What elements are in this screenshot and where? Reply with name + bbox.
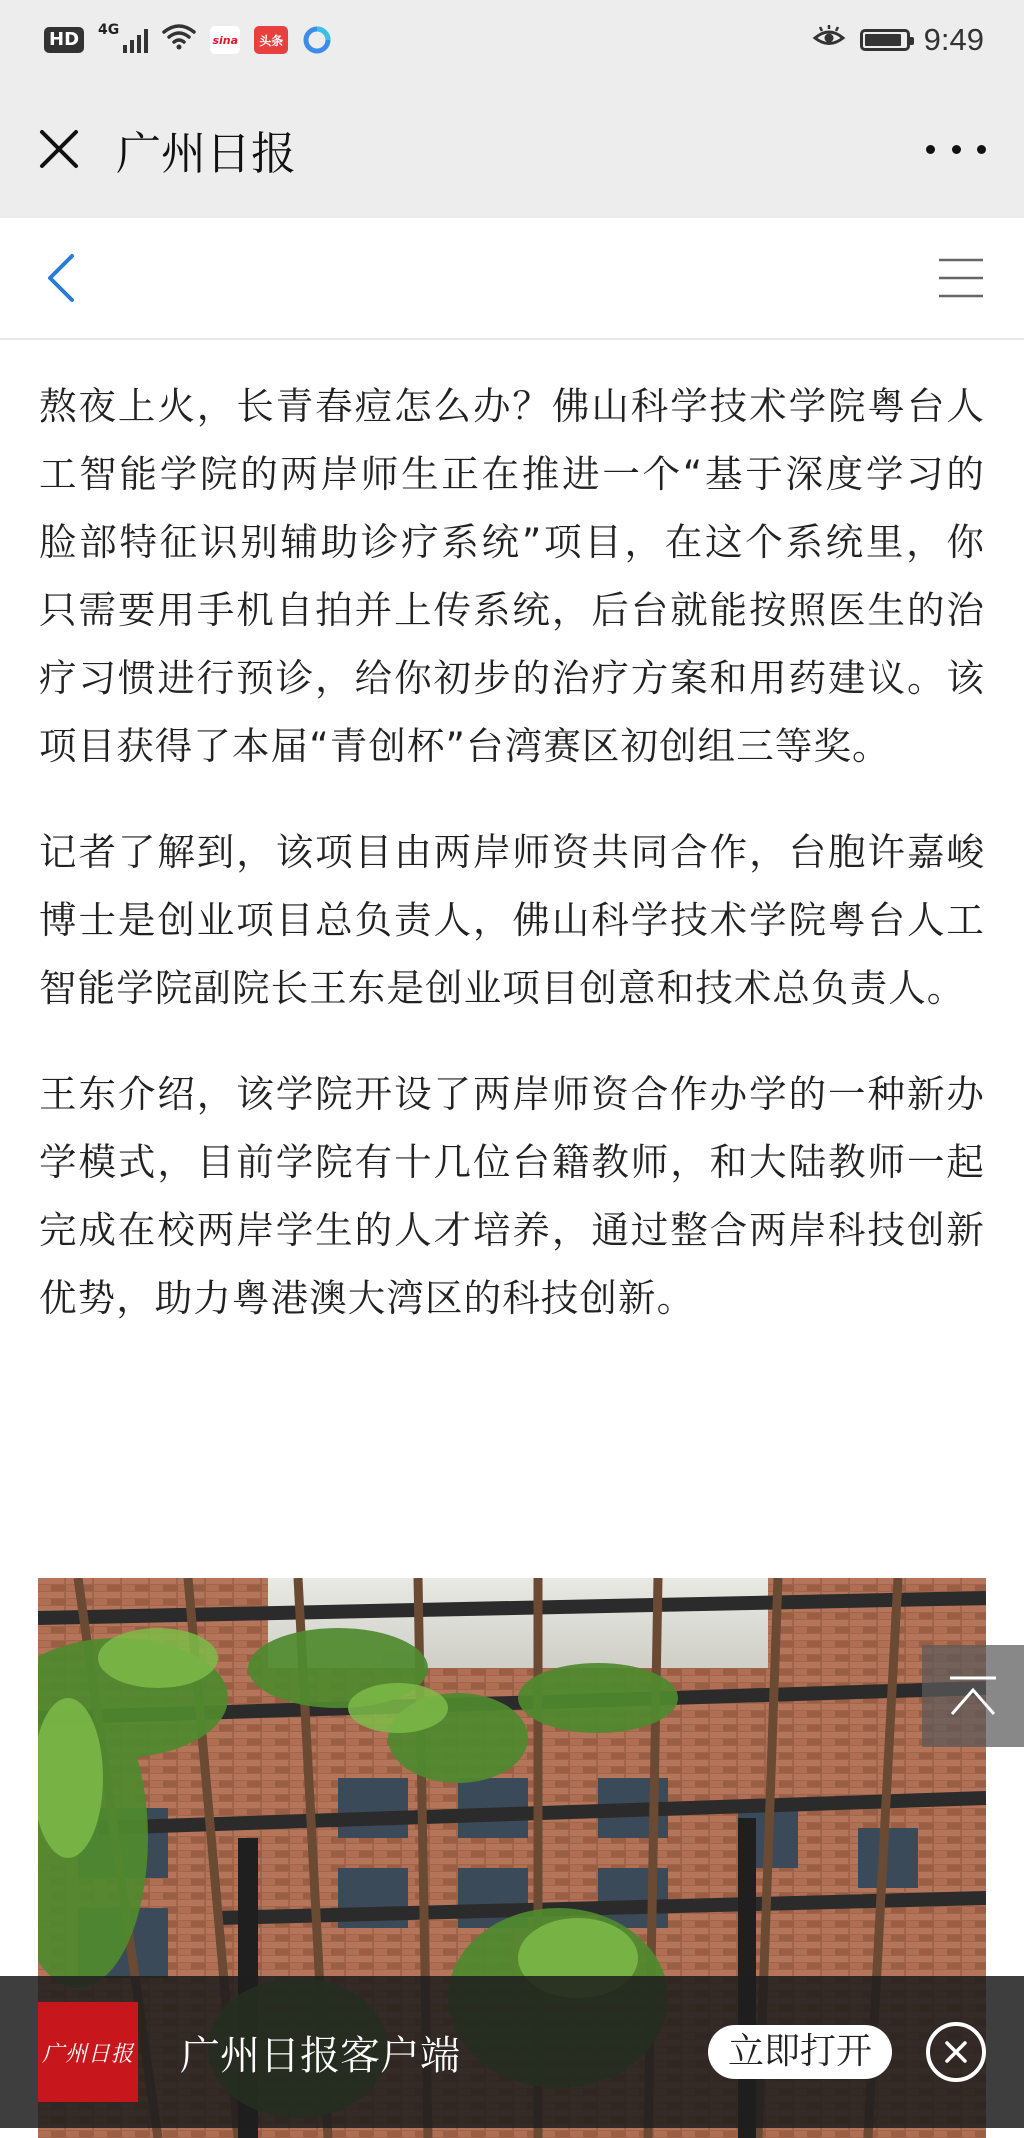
banner-close-button[interactable] [926,2022,986,2082]
hamburger-menu-icon [937,257,985,299]
toutiao-icon: 头条 [254,26,288,54]
article-paragraph: 王东介绍，该学院开设了两岸师资合作办学的一种新办学模式，目前学院有十几位台籍教师，和大陆教师一起完成在校两岸学生的人才培养，通过整合两岸科技创新优势，助力粤港澳大湾区的科技创新。 [39,1072,985,1320]
chevron-left-icon [46,253,76,303]
network-type-label: 4G [98,22,120,38]
wifi-icon [162,22,196,58]
signal-strength-icon [123,27,148,53]
status-left-group [44,22,332,58]
status-right-group [812,22,984,58]
menu-button[interactable] [934,251,988,305]
back-to-top-icon [946,1674,1000,1718]
battery-level-fill [865,34,901,46]
back-button[interactable] [34,251,88,305]
open-app-button[interactable]: 立即打开 [708,2025,892,2079]
article-paragraph: 熬夜上火，长青春痘怎么办？佛山科学技术学院粤台人工智能学院的两岸师生正在推进一个“基于深度学习的脸部特征识别辅助诊疗系统”项目，在这个系统里，你只需要用手机自拍并上传系统，后台就能按照医生的治疗习惯进行预诊，给你初步的治疗方案和用药建议。该项目获得了本届“青创杯”台湾赛区初创组三等奖。 [39,384,985,768]
app-logo: 广州日报 [38,2002,138,2102]
more-dots-icon [952,145,961,154]
battery-icon [860,29,910,51]
webview-title-bar [0,80,1024,218]
more-dots-icon [977,145,986,154]
eye-comfort-icon [812,23,846,58]
site-nav-bar [0,218,1024,340]
hd-badge: HD [44,27,84,53]
app-download-banner [0,1976,1024,2128]
status-bar [0,0,1024,80]
close-circle-icon [943,2039,969,2065]
more-dots-icon [926,145,935,154]
article-paragraph: 记者了解到，该项目由两岸师资共同合作，台胞许嘉峻博士是创业项目总负责人，佛山科学技术学院粤台人工智能学院副院长王东是创业项目创意和技术总负责人。 [39,830,985,1010]
status-time: 9:49 [923,22,984,57]
app-name-label: 广州日报客户端 [180,2032,460,2079]
close-icon [38,128,80,170]
sina-weibo-icon: sina [210,26,240,54]
qq-browser-icon [302,26,332,54]
close-button[interactable] [34,124,84,174]
back-to-top-button[interactable] [922,1645,1024,1747]
article-body [39,372,985,1370]
page-title: 广州日报 [116,126,297,180]
more-options-button[interactable] [926,129,986,169]
